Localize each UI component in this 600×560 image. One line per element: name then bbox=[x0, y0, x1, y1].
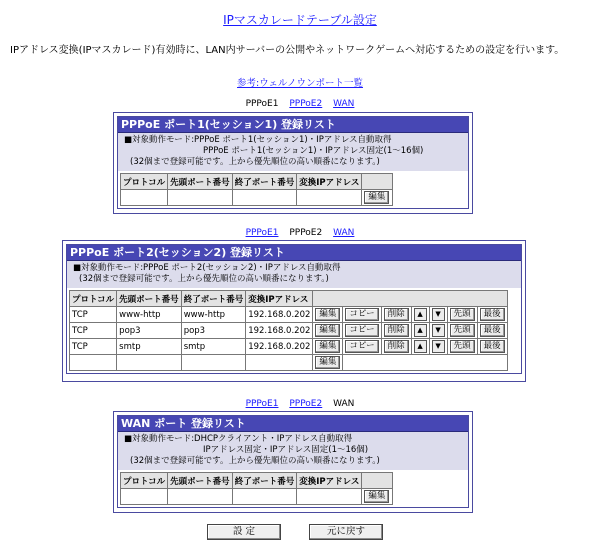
move-up-icon[interactable]: ▲ bbox=[414, 324, 427, 337]
col-ip: 変換IPアドレス bbox=[297, 174, 362, 190]
row-start-port: smtp bbox=[117, 339, 182, 355]
move-top-button[interactable]: 先頭 bbox=[450, 340, 475, 353]
delete-button[interactable]: 削除 bbox=[384, 340, 409, 353]
move-last-button[interactable]: 最後 bbox=[480, 308, 505, 321]
copy-button[interactable]: コピー bbox=[345, 324, 378, 337]
tab-bar-3 bbox=[0, 399, 600, 409]
pppoe1-note: (32個まで登録可能です。上から優先順位の高い順番になります。) bbox=[130, 157, 380, 167]
tab-pppoe2[interactable]: PPPoE2 bbox=[289, 99, 323, 109]
pppoe2-edit-button[interactable]: 編集 bbox=[315, 356, 340, 369]
row-ip: 192.168.0.202 bbox=[246, 307, 313, 323]
well-known-ports-link[interactable]: 参考:ウェルノウンポート一覧 bbox=[237, 78, 363, 89]
table-row bbox=[70, 323, 508, 339]
col-protocol: プロトコル bbox=[70, 291, 117, 307]
tab-pppoe2[interactable]: PPPoE2 bbox=[289, 399, 323, 409]
move-top-button[interactable]: 先頭 bbox=[450, 324, 475, 337]
pppoe1-mode-line2: PPPoE ポート1(セッション1)・IPアドレス固定(1～16個) bbox=[203, 146, 424, 156]
table-row bbox=[70, 307, 508, 323]
row-protocol: TCP bbox=[70, 323, 117, 339]
tab-bar-2 bbox=[0, 228, 600, 238]
tab-wan[interactable]: WAN bbox=[333, 99, 355, 109]
col-start-port: 先頭ポート番号 bbox=[168, 174, 233, 190]
col-end-port: 終了ポート番号 bbox=[232, 174, 297, 190]
tab-pppoe1[interactable]: PPPoE1 bbox=[245, 399, 279, 409]
move-down-icon[interactable]: ▼ bbox=[432, 340, 445, 353]
move-down-icon[interactable]: ▼ bbox=[432, 308, 445, 321]
set-button[interactable]: 設 定 bbox=[207, 524, 281, 540]
move-down-icon[interactable]: ▼ bbox=[432, 324, 445, 337]
delete-button[interactable]: 削除 bbox=[384, 324, 409, 337]
tab-pppoe1: PPPoE1 bbox=[245, 99, 279, 109]
copy-button[interactable]: コピー bbox=[345, 308, 378, 321]
row-protocol: TCP bbox=[70, 307, 117, 323]
page-title[interactable]: IPマスカレードテーブル設定 bbox=[223, 13, 377, 27]
pppoe1-mode-line1: ■対象動作モード:PPPoE ポート1(セッション1)・IPアドレス自動取得 bbox=[124, 135, 392, 145]
tab-wan[interactable]: WAN bbox=[333, 228, 355, 238]
pppoe1-table bbox=[120, 173, 393, 206]
move-up-icon[interactable]: ▲ bbox=[414, 308, 427, 321]
col-end-port: 終了ポート番号 bbox=[181, 291, 246, 307]
col-protocol: プロトコル bbox=[121, 174, 168, 190]
col-protocol: プロトコル bbox=[121, 473, 168, 489]
pppoe2-table bbox=[69, 290, 508, 371]
row-start-port: www-http bbox=[117, 307, 182, 323]
tab-bar-1 bbox=[0, 99, 600, 109]
pppoe1-edit-button[interactable]: 編集 bbox=[364, 191, 389, 204]
move-last-button[interactable]: 最後 bbox=[480, 340, 505, 353]
col-start-port: 先頭ポート番号 bbox=[168, 473, 233, 489]
delete-button[interactable]: 削除 bbox=[384, 308, 409, 321]
move-up-icon[interactable]: ▲ bbox=[414, 340, 427, 353]
tab-pppoe2: PPPoE2 bbox=[289, 228, 323, 238]
edit-button[interactable]: 編集 bbox=[315, 308, 340, 321]
wan-mode-line1: ■対象動作モード:DHCPクライアント・IPアドレス自動取得 bbox=[124, 434, 353, 444]
intro-text: IPアドレス変換(IPマスカレード)有効時に、LAN内サーバーの公開やネットワークゲームへ対応するための設定を行います。 bbox=[10, 45, 565, 56]
move-top-button[interactable]: 先頭 bbox=[450, 308, 475, 321]
wan-edit-button[interactable]: 編集 bbox=[364, 490, 389, 503]
pppoe2-heading: PPPoE ポート2(セッション2) 登録リスト bbox=[67, 245, 521, 261]
wan-mode-line2: IPアドレス固定・IPアドレス固定(1～16個) bbox=[203, 445, 369, 455]
col-ip: 変換IPアドレス bbox=[297, 473, 362, 489]
col-end-port: 終了ポート番号 bbox=[232, 473, 297, 489]
table-row bbox=[70, 339, 508, 355]
pppoe1-panel bbox=[113, 112, 473, 214]
col-start-port: 先頭ポート番号 bbox=[117, 291, 182, 307]
wan-table bbox=[120, 472, 393, 505]
row-end-port: www-http bbox=[181, 307, 246, 323]
row-end-port: pop3 bbox=[181, 323, 246, 339]
copy-button[interactable]: コピー bbox=[345, 340, 378, 353]
wan-panel bbox=[113, 411, 473, 513]
edit-button[interactable]: 編集 bbox=[315, 340, 340, 353]
row-protocol: TCP bbox=[70, 339, 117, 355]
tab-pppoe1[interactable]: PPPoE1 bbox=[245, 228, 279, 238]
wan-note: (32個まで登録可能です。上から優先順位の高い順番になります。) bbox=[130, 456, 380, 466]
pppoe2-panel bbox=[62, 240, 526, 382]
move-last-button[interactable]: 最後 bbox=[480, 324, 505, 337]
row-end-port: smtp bbox=[181, 339, 246, 355]
pppoe2-note: (32個まで登録可能です。上から優先順位の高い順番になります。) bbox=[79, 274, 329, 284]
col-ip: 変換IPアドレス bbox=[246, 291, 313, 307]
revert-button[interactable]: 元に戻す bbox=[309, 524, 383, 540]
pppoe1-heading: PPPoE ポート1(セッション1) 登録リスト bbox=[118, 117, 468, 133]
row-ip: 192.168.0.202 bbox=[246, 339, 313, 355]
row-ip: 192.168.0.202 bbox=[246, 323, 313, 339]
pppoe2-mode-line1: ■対象動作モード:PPPoE ポート2(セッション2)・IPアドレス自動取得 bbox=[73, 263, 341, 273]
wan-heading: WAN ポート 登録リスト bbox=[118, 416, 468, 432]
edit-button[interactable]: 編集 bbox=[315, 324, 340, 337]
row-start-port: pop3 bbox=[117, 323, 182, 339]
tab-wan: WAN bbox=[333, 399, 355, 409]
